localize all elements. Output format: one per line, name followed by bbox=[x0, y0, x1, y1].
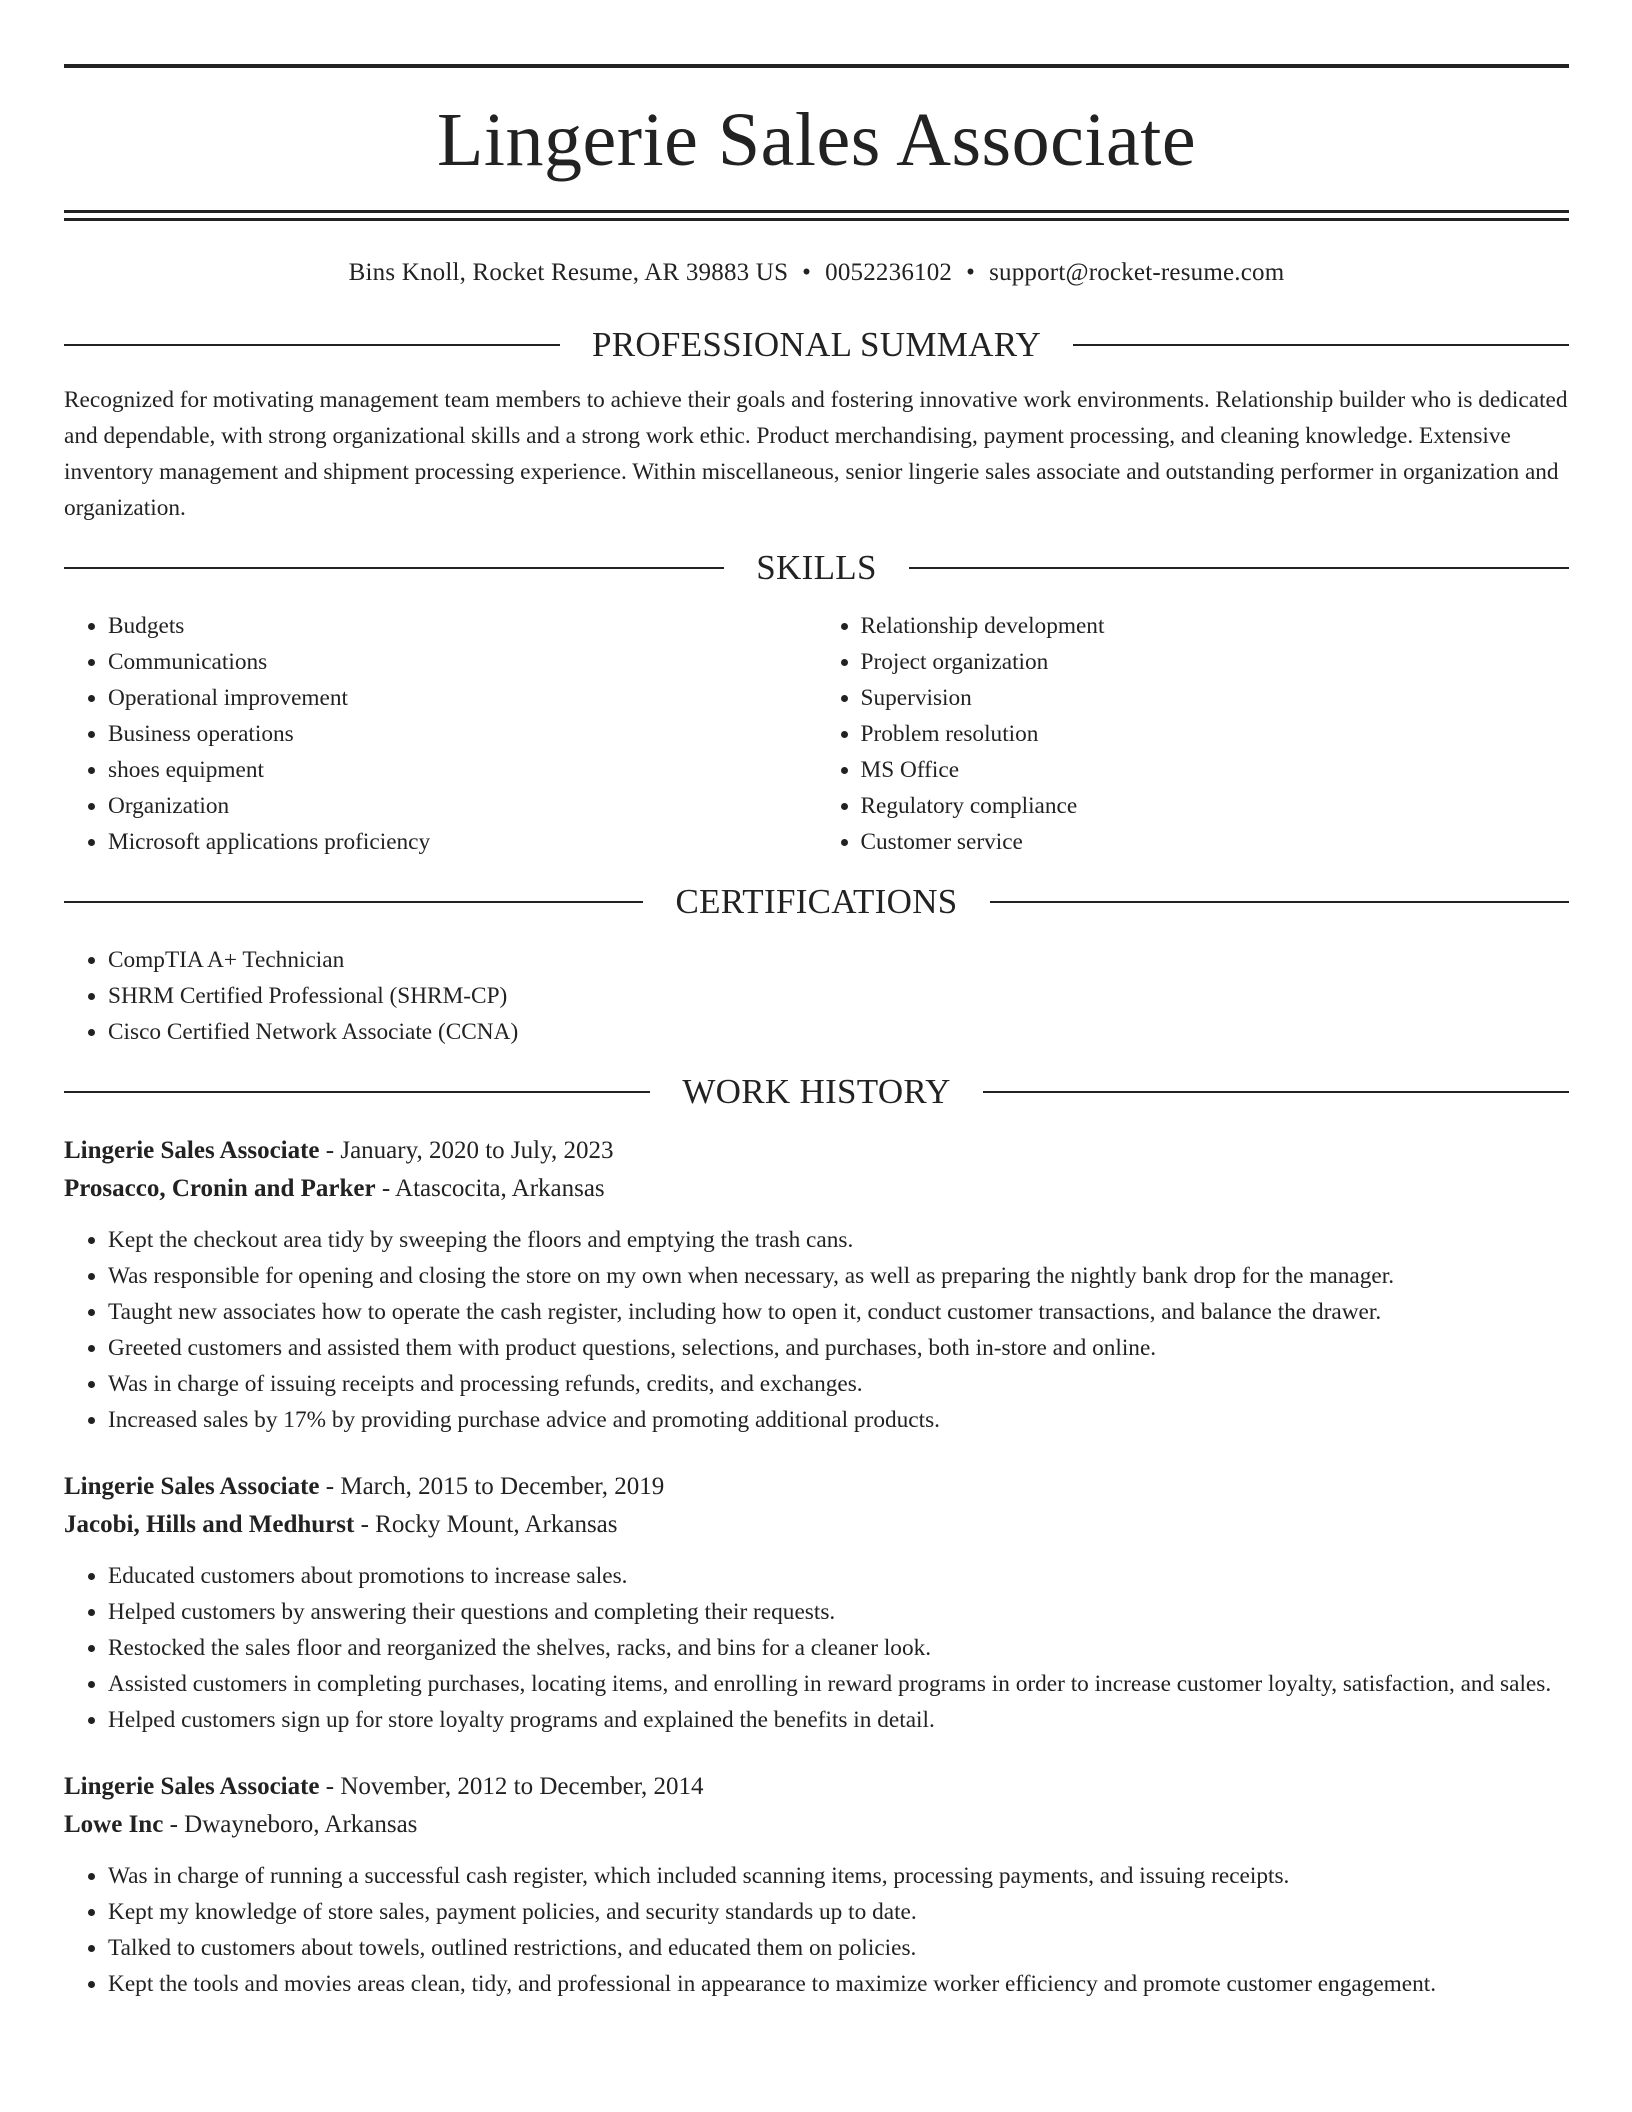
job-entry bbox=[64, 1768, 1569, 2002]
certifications-heading bbox=[64, 882, 1569, 922]
heading-rule-left bbox=[64, 1091, 650, 1093]
work-history-heading-text: WORK HISTORY bbox=[682, 1072, 951, 1111]
resume-title: Lingerie Sales Associate bbox=[436, 98, 1197, 182]
job-title: Lingerie Sales Associate bbox=[64, 1137, 320, 1164]
job-location: - Dwayneboro, Arkansas bbox=[163, 1811, 418, 1838]
heading-rule-right bbox=[990, 901, 1569, 903]
contact-separator: • bbox=[802, 259, 812, 286]
skill-item: • Project organization bbox=[861, 644, 1570, 680]
job-bullet: • Educated customers about promotions to increase sales. bbox=[108, 1558, 1569, 1594]
skill-item: • Supervision bbox=[861, 680, 1570, 716]
title-rule-lower bbox=[64, 218, 1569, 221]
contact-phone: 0052236102 bbox=[825, 259, 953, 286]
contact-line bbox=[64, 257, 1569, 289]
summary-text: Recognized for motivating management team members to achieve their goals and fostering innovative work environments. Relationship builder who is dedicated and dependable, with strong organizational skills and a strong work ethic. Product merchandising, payment processing, and cleaning knowledge. Extensive inventory management and shipment processing experience. Within miscellaneous, senior lingerie sales associate and outstanding performer in organization and organization. bbox=[64, 387, 1568, 521]
skill-item: • Business operations bbox=[108, 716, 817, 752]
job-company: Prosacco, Cronin and Parker bbox=[64, 1175, 376, 1202]
skill-item: • Communications bbox=[108, 644, 817, 680]
job-bullet: • Was in charge of running a successful cash register, which included scanning items, processing payments, and issuing receipts. bbox=[108, 1858, 1569, 1894]
certification-item: • Cisco Certified Network Associate (CCNA) bbox=[108, 1014, 1569, 1050]
heading-rule-right bbox=[983, 1091, 1569, 1093]
job-location: - Atascocita, Arkansas bbox=[375, 1175, 605, 1202]
summary-heading-text: PROFESSIONAL SUMMARY bbox=[591, 325, 1042, 364]
job-company-line bbox=[64, 1170, 1569, 1208]
job-title-line bbox=[64, 1132, 1569, 1170]
title-rule-upper bbox=[64, 210, 1569, 213]
skill-item: • Operational improvement bbox=[108, 680, 817, 716]
certifications-heading-text: CERTIFICATIONS bbox=[675, 882, 958, 921]
skill-item: • Budgets bbox=[108, 608, 817, 644]
skill-item: • MS Office bbox=[861, 752, 1570, 788]
job-bullets bbox=[64, 1858, 1569, 2002]
job-dates: - November, 2012 to December, 2014 bbox=[319, 1773, 704, 1800]
certification-item: • CompTIA A+ Technician bbox=[108, 942, 1569, 978]
skill-item: • Microsoft applications proficiency bbox=[108, 824, 817, 860]
job-bullet: • Restocked the sales floor and reorganized the shelves, racks, and bins for a cleaner look. bbox=[108, 1630, 1569, 1666]
skill-item: • shoes equipment bbox=[108, 752, 817, 788]
heading-rule-left bbox=[64, 567, 724, 569]
job-bullet: • Was responsible for opening and closing the store on my own when necessary, as well as preparing the nightly bank drop for the manager. bbox=[108, 1258, 1569, 1294]
skills-heading-text: SKILLS bbox=[756, 548, 877, 587]
job-company-line bbox=[64, 1506, 1569, 1544]
job-bullet: • Kept the tools and movies areas clean, tidy, and professional in appearance to maximize worker efficiency and promote customer engagement. bbox=[108, 1966, 1569, 2002]
job-company: Jacobi, Hills and Medhurst bbox=[64, 1511, 355, 1538]
job-bullet: • Was in charge of issuing receipts and processing refunds, credits, and exchanges. bbox=[108, 1366, 1569, 1402]
top-rule bbox=[64, 64, 1569, 68]
heading-rule-right bbox=[909, 567, 1569, 569]
skills-list-right bbox=[817, 608, 1570, 860]
job-bullet: • Talked to customers about towels, outlined restrictions, and educated them on policies. bbox=[108, 1930, 1569, 1966]
skill-item: • Relationship development bbox=[861, 608, 1570, 644]
job-bullet: • Assisted customers in completing purchases, locating items, and enrolling in reward programs in order to increase customer loyalty, satisfaction, and sales. bbox=[108, 1666, 1569, 1702]
certification-item: • SHRM Certified Professional (SHRM-CP) bbox=[108, 978, 1569, 1014]
skill-item: • Organization bbox=[108, 788, 817, 824]
job-dates: - March, 2015 to December, 2019 bbox=[319, 1473, 665, 1500]
job-dates: - January, 2020 to July, 2023 bbox=[319, 1137, 614, 1164]
resume-page bbox=[64, 64, 1569, 2002]
contact-separator: • bbox=[966, 259, 976, 286]
heading-rule-right bbox=[1073, 344, 1569, 346]
contact-email[interactable]: support@rocket-resume.com bbox=[989, 259, 1285, 286]
skill-item: • Problem resolution bbox=[861, 716, 1570, 752]
summary-heading bbox=[64, 325, 1569, 365]
job-location: - Rocky Mount, Arkansas bbox=[354, 1511, 618, 1538]
job-bullet: • Greeted customers and assisted them with product questions, selections, and purchases, both in-store and online. bbox=[108, 1330, 1569, 1366]
job-entry bbox=[64, 1132, 1569, 1438]
job-title: Lingerie Sales Associate bbox=[64, 1773, 320, 1800]
job-bullet: • Taught new associates how to operate the cash register, including how to open it, conduct customer transactions, and balance the drawer. bbox=[108, 1294, 1569, 1330]
job-company-line bbox=[64, 1806, 1569, 1844]
job-bullets bbox=[64, 1222, 1569, 1438]
job-company: Lowe Inc bbox=[64, 1811, 164, 1838]
skills-columns bbox=[64, 608, 1569, 860]
job-bullet: • Helped customers by answering their questions and completing their requests. bbox=[108, 1594, 1569, 1630]
work-history-heading bbox=[64, 1072, 1569, 1112]
heading-rule-left bbox=[64, 344, 560, 346]
job-bullet: • Kept the checkout area tidy by sweeping the floors and emptying the trash cans. bbox=[108, 1222, 1569, 1258]
job-bullet: • Increased sales by 17% by providing purchase advice and promoting additional products. bbox=[108, 1402, 1569, 1438]
job-entry bbox=[64, 1468, 1569, 1738]
job-title-line bbox=[64, 1468, 1569, 1506]
skills-heading bbox=[64, 548, 1569, 588]
skills-list-left bbox=[64, 608, 817, 860]
job-bullet: • Helped customers sign up for store loyalty programs and explained the benefits in detail. bbox=[108, 1702, 1569, 1738]
heading-rule-left bbox=[64, 901, 643, 903]
job-title-line bbox=[64, 1768, 1569, 1806]
contact-address: Bins Knoll, Rocket Resume, AR 39883 US bbox=[348, 259, 789, 286]
job-bullets bbox=[64, 1558, 1569, 1738]
skill-item: • Regulatory compliance bbox=[861, 788, 1570, 824]
job-title: Lingerie Sales Associate bbox=[64, 1473, 320, 1500]
certifications-list bbox=[64, 942, 1569, 1050]
job-bullet: • Kept my knowledge of store sales, payment policies, and security standards up to date. bbox=[108, 1894, 1569, 1930]
skill-item: • Customer service bbox=[861, 824, 1570, 860]
